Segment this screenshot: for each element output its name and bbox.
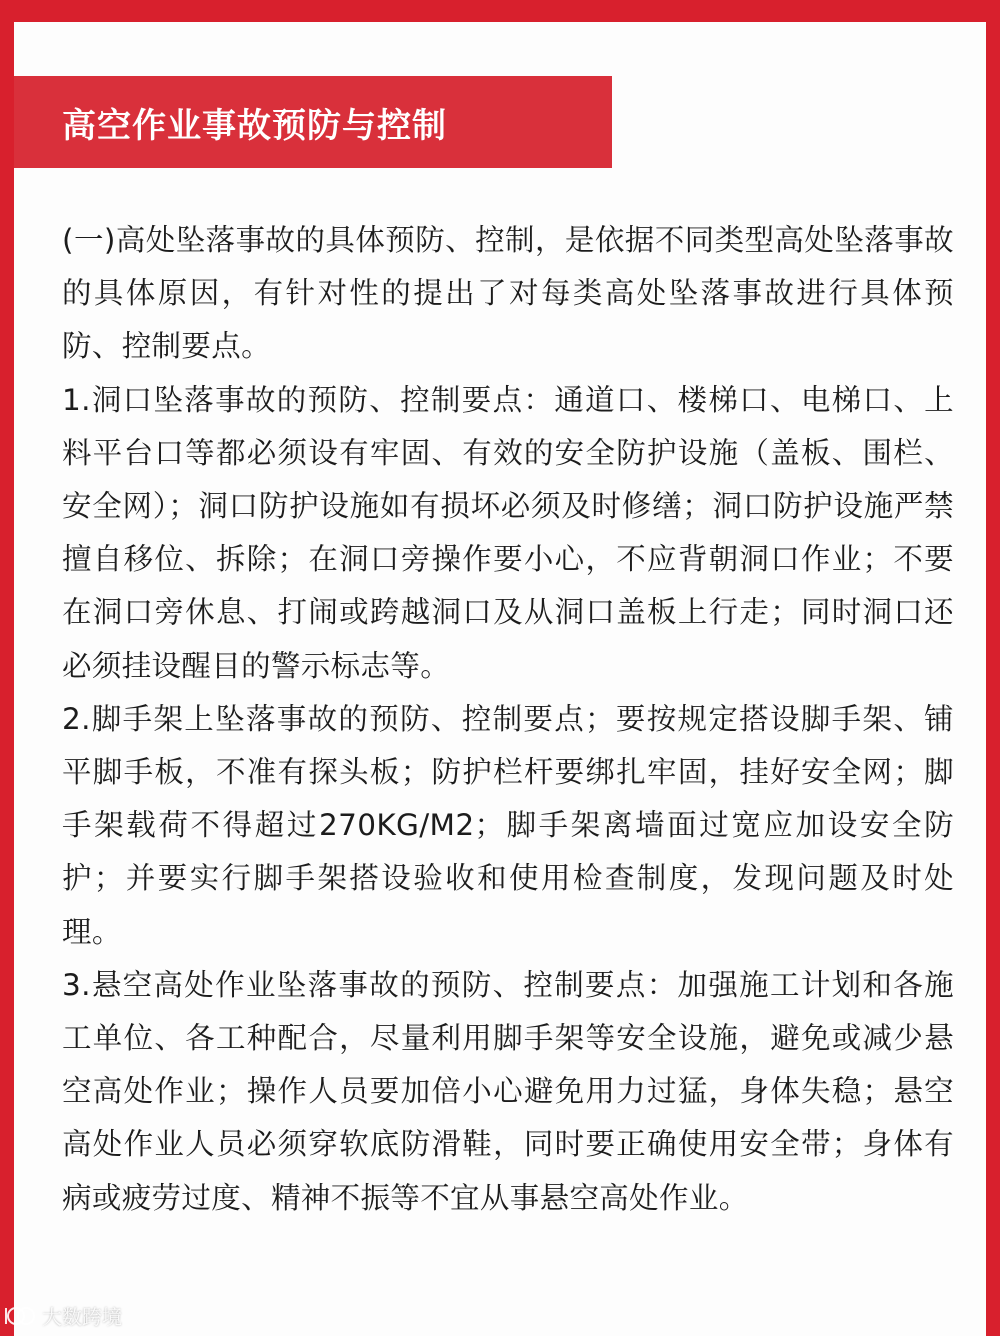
point-1-paragraph: 1.洞口坠落事故的预防、控制要点：通道口、楼梯口、电梯口、上料平台口等都必须设有牢固、有效的安全防护设施（盖板、围栏、安全网）；洞口防护设施如有损坏必须及时修缮；洞口防护设施严禁擅自移位、拆除；在洞口旁操作要小心，不应背朝洞口作业；不要在洞口旁休息、打闹或跨越洞口及从洞口盖板上行走；同时洞口还必须挂设醒目的警示标志等。: [62, 382, 954, 683]
watermark: [2, 1301, 122, 1330]
point-3-paragraph: 3.悬空高处作业坠落事故的预防、控制要点：加强施工计划和各施工单位、各工种配合，尽量利用脚手架等安全设施，避免或减少悬空高处作业；操作人员要加倍小心避免用力过猛，身体失稳；悬空高处作业人员必须穿软底防滑鞋，同时要正确使用安全带；身体有病或疲劳过度、精神不振等不宜从事悬空高处作业。: [62, 967, 954, 1215]
page-frame: [14, 22, 986, 1336]
watermark-text: 大数跨境: [42, 1305, 122, 1329]
page-title: 高空作业事故预防与控制: [62, 105, 447, 146]
title-banner: [14, 76, 612, 168]
watermark-logo-icon: [2, 1303, 38, 1329]
intro-paragraph: (一)高处坠落事故的具体预防、控制，是依据不同类型高处坠落事故的具体原因，有针对性的提出了对每类高处坠落事故进行具体预防、控制要点。: [62, 223, 954, 364]
article-body: [62, 214, 954, 1225]
point-2-paragraph: 2.脚手架上坠落事故的预防、控制要点；要按规定搭设脚手架、铺平脚手板，不准有探头板；防护栏杆要绑扎牢固，挂好安全网；脚手架载荷不得超过270KG/M2；脚手架离墙面过宽应加设安全防护；并要实行脚手架搭设验收和使用检查制度，发现问题及时处理。: [62, 701, 954, 949]
